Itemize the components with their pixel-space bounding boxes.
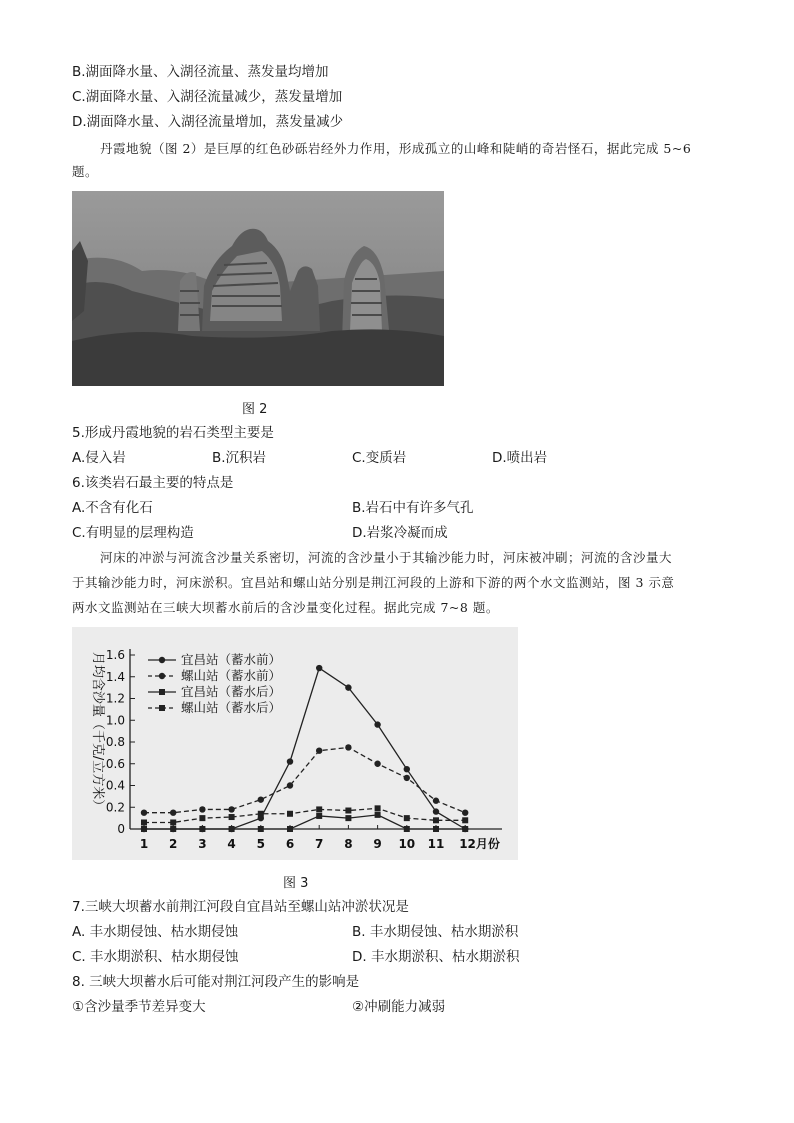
legend-marker [159, 689, 165, 695]
q7-option-c: C. 丰水期淤积、枯水期侵蚀 [72, 949, 239, 965]
data-point [374, 721, 380, 727]
figure2-caption: 图 2 [242, 402, 268, 417]
q5-stem: 5.形成丹霞地貌的岩石类型主要是 [72, 425, 274, 441]
q7-option-a: A. 丰水期侵蚀、枯水期侵蚀 [72, 924, 239, 940]
river-passage-line1: 河床的冲淤与河流含沙量关系密切，河流的含沙量小于其输沙能力时，河床被冲刷；河流的含沙量大 [100, 550, 673, 565]
x-tick-label: 2 [169, 837, 178, 851]
x-tick-label: 6 [285, 837, 295, 851]
q4-option-c: C.湖面降水量、入湖径流量减少，蒸发量增加 [72, 89, 343, 105]
legend-marker [159, 657, 165, 663]
data-point [375, 812, 381, 818]
q5-option-a: A.侵入岩 [72, 450, 126, 466]
data-point [374, 761, 380, 767]
river-passage-line2: 于其输沙能力时，河床淤积。宜昌站和螺山站分别是荆江河段的上游和下游的两个水文监测站，图 3 示意 [72, 575, 675, 590]
data-point [433, 826, 439, 832]
q5-option-b: B.沉积岩 [212, 450, 267, 466]
legend-marker [159, 705, 165, 711]
x-tick-label: 9 [373, 837, 382, 851]
data-point [404, 826, 410, 832]
x-tick-label: 1 [139, 837, 149, 851]
y-tick-label: 1.0 [105, 713, 125, 728]
data-point [345, 808, 351, 814]
data-point [229, 814, 235, 820]
data-point [375, 805, 381, 811]
data-point [345, 684, 351, 690]
data-point [170, 819, 176, 825]
data-point [287, 758, 293, 764]
data-point [316, 748, 322, 754]
danxia-landform-photo [72, 191, 444, 386]
x-tick-label: 5 [256, 837, 265, 851]
data-point [433, 798, 439, 804]
x-tick-label: 12月份 [459, 837, 500, 851]
data-point [287, 811, 293, 817]
x-tick-label: 7 [315, 837, 324, 851]
danxia-passage-line1: 丹霞地貌（图 2）是巨厚的红色砂砾岩经外力作用，形成孤立的山峰和陡峭的奇岩怪石，据此完成 5~6 [100, 141, 692, 156]
legend-marker [159, 673, 165, 679]
data-point [287, 782, 293, 788]
y-tick-label: 0.8 [105, 735, 125, 749]
data-point [287, 826, 293, 832]
x-tick-label: 11 [427, 837, 445, 851]
q5-option-d: D.喷出岩 [492, 450, 548, 466]
q7-option-b: B. 丰水期侵蚀、枯水期淤积 [352, 924, 519, 940]
data-point [404, 775, 410, 781]
y-tick-label: 1.2 [105, 691, 125, 706]
data-point [258, 796, 264, 802]
data-point [462, 817, 468, 823]
data-point [199, 806, 205, 812]
y-tick-label: 0.6 [105, 756, 125, 771]
data-point [433, 817, 439, 823]
data-point [229, 826, 235, 832]
sediment-chart [72, 627, 518, 860]
q8-stem: 8. 三峡大坝蓄水后可能对荆江河段产生的影响是 [72, 974, 360, 990]
figure3-caption: 图 3 [283, 876, 309, 891]
q4-option-d: D.湖面降水量、入湖径流量增加，蒸发量减少 [72, 114, 344, 130]
data-point [199, 826, 205, 832]
q4-option-b: B.湖面降水量、入湖径流量、蒸发量均增加 [72, 64, 329, 80]
y-tick-label: 0 [117, 822, 125, 836]
q5-option-c: C.变质岩 [352, 450, 407, 466]
x-tick-label: 10 [398, 837, 416, 851]
q8-option-2: ②冲刷能力减弱 [352, 999, 446, 1015]
legend-label: 宜昌站（蓄水前） [181, 652, 282, 667]
y-axis-label: 月均含沙量（千克/立方米） [90, 651, 105, 813]
data-point [404, 815, 410, 821]
q6-option-c: C.有明显的层理构造 [72, 525, 194, 541]
data-point [258, 811, 264, 817]
y-tick-label: 1.6 [105, 648, 125, 662]
data-point [170, 826, 176, 832]
x-tick-label: 8 [344, 837, 353, 851]
q7-stem: 7.三峡大坝蓄水前荆江河段自宜昌站至螺山站冲淤状况是 [72, 899, 409, 915]
y-tick-label: 1.4 [105, 669, 125, 684]
y-tick-label: 0.2 [105, 800, 125, 815]
data-point [433, 808, 439, 814]
data-point [316, 806, 322, 812]
data-point [258, 826, 264, 832]
x-tick-label: 4 [227, 837, 236, 851]
data-point [462, 809, 468, 815]
data-point [141, 809, 147, 815]
q8-option-1: ①含沙量季节差异变大 [72, 999, 206, 1015]
y-tick-label: 0.4 [105, 778, 125, 793]
data-point [228, 806, 234, 812]
data-point [141, 826, 147, 832]
x-tick-label: 3 [198, 837, 207, 851]
q6-stem: 6.该类岩石最主要的特点是 [72, 475, 234, 491]
data-point [170, 809, 176, 815]
q6-option-d: D.岩浆冷凝而成 [352, 525, 448, 541]
data-point [316, 665, 322, 671]
data-point [141, 819, 147, 825]
q6-option-b: B.岩石中有许多气孔 [352, 500, 474, 516]
data-point [316, 813, 322, 819]
data-point [462, 826, 468, 832]
legend-label: 宜昌站（蓄水后） [181, 684, 282, 699]
q7-option-d: D. 丰水期淤积、枯水期淤积 [352, 949, 520, 965]
data-point [404, 766, 410, 772]
danxia-passage-line2: 题。 [72, 164, 99, 179]
data-point [345, 815, 351, 821]
q6-option-a: A.不含有化石 [72, 500, 153, 516]
data-point [199, 815, 205, 821]
data-point [345, 744, 351, 750]
legend-label: 螺山站（蓄水后） [181, 700, 282, 715]
legend-label: 螺山站（蓄水前） [181, 668, 282, 683]
river-passage-line3: 两水文监测站在三峡大坝蓄水前后的含沙量变化过程。据此完成 7~8 题。 [72, 600, 499, 615]
